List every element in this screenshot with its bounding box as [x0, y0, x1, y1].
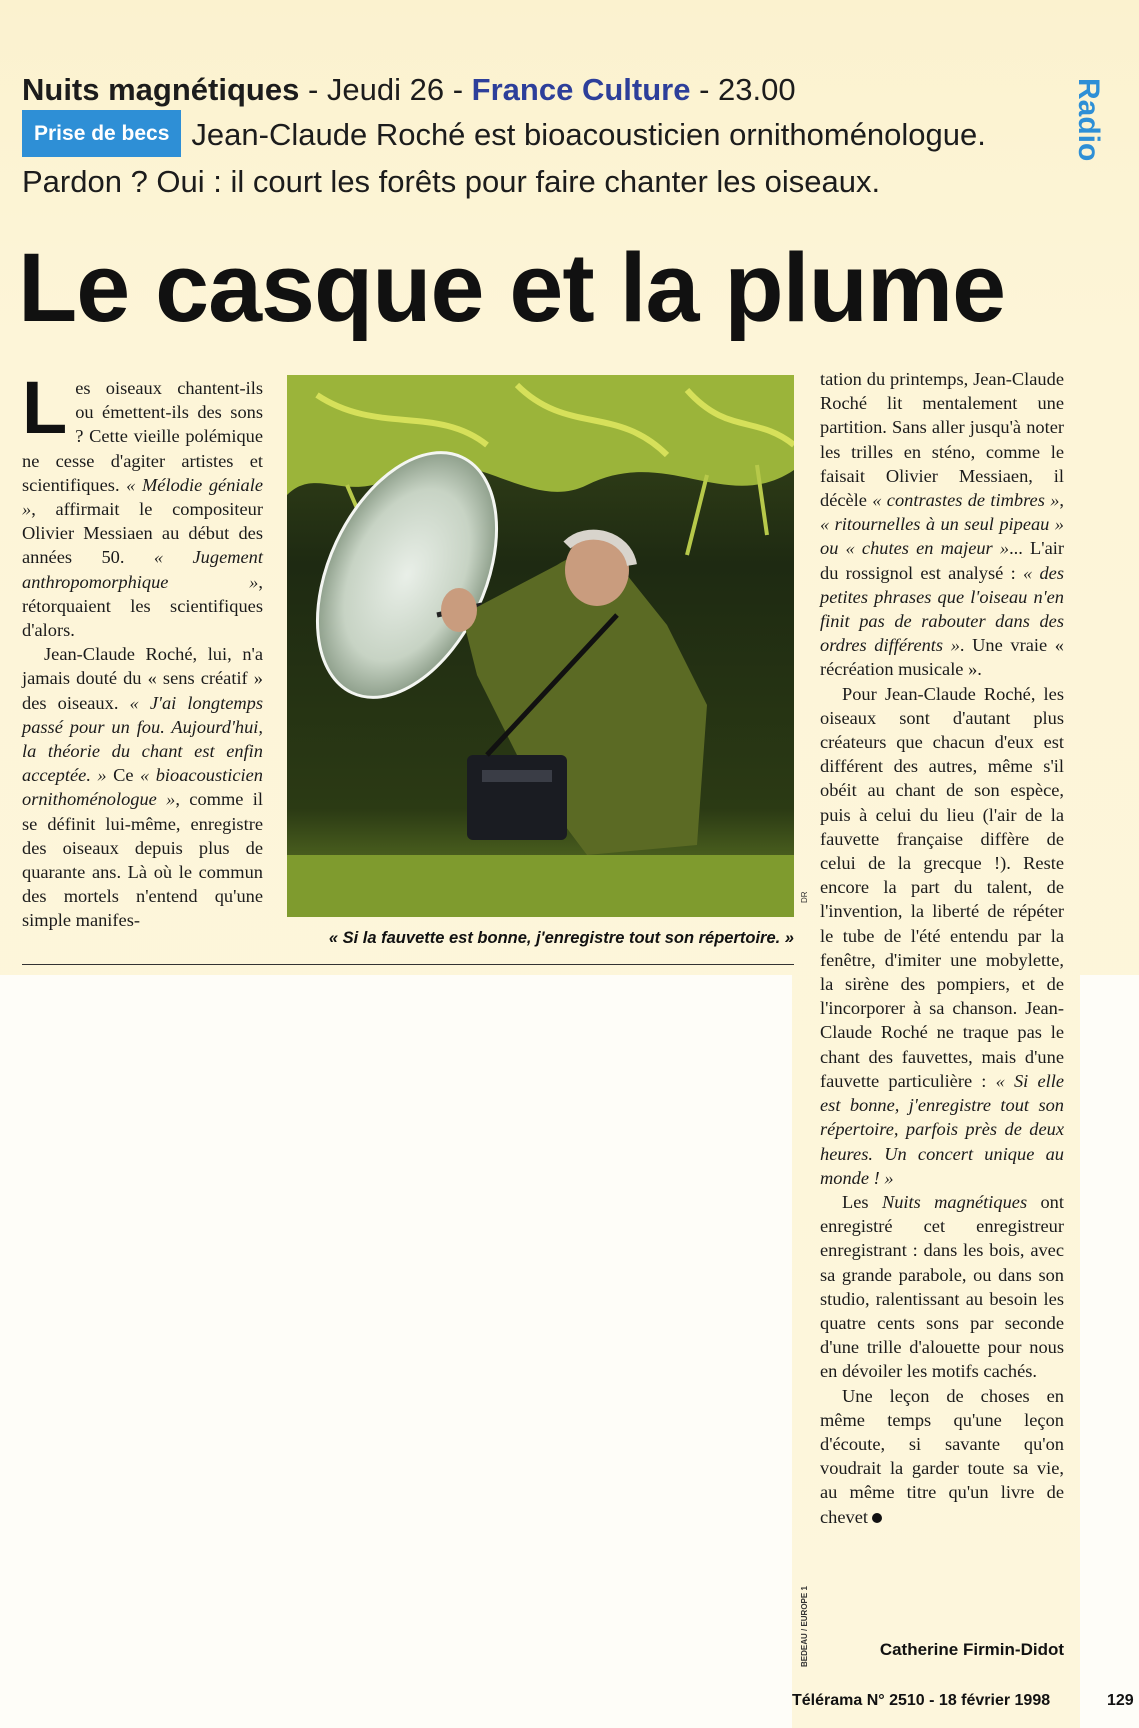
- intro-line-2: Pardon ? Oui : il court les forêts pour faire chanter les oiseaux.: [22, 164, 881, 200]
- drop-cap: L: [22, 366, 68, 449]
- article-column-1: [22, 366, 263, 933]
- show-title-italic: Nuits magnétiques: [881, 1191, 1028, 1212]
- blank-area: [0, 975, 792, 1728]
- text: Les: [842, 1191, 882, 1212]
- paragraph: [820, 1384, 1064, 1529]
- text: , comme il se définit lui-même, enregistre des oiseaux depuis plus de quarante ans. Là où le commun des mortels n'entend qu'une simple manifes-: [22, 789, 263, 931]
- quote: « bioacousticien ornithoménologue »: [22, 765, 263, 810]
- broadcast-day: Jeudi 26: [326, 72, 445, 107]
- end-mark-icon: [872, 1513, 882, 1523]
- intro-line-1: Jean-Claude Roché est bioacousticien ornithoménologue.: [191, 117, 986, 152]
- quote: « ritournelles à un seul pipeau » ou « chutes en majeur »: [820, 514, 1064, 559]
- paragraph: [820, 367, 1064, 682]
- photo-credit-bedeau: BEDEAU / EUROPE 1: [800, 1586, 809, 1667]
- quote: « contrastes de timbres »: [872, 490, 1060, 511]
- text: tation du printemps, Jean-Claude Roché lit mentalement une partition. Sans aller jusqu'à noter les trilles en sténo, comme le faisait Olivier Messiaen, il décèle: [820, 369, 1064, 511]
- paragraph: [820, 1190, 1064, 1384]
- text: ont enregistré cet enregistreur enregistrant : dans les bois, avec sa grande parabole, ou dans son studio, ralentissant au besoin les quatre cents sons par seconde d'une trille d'alouette pour nous en dévoiler les motifs cachés.: [820, 1191, 1064, 1382]
- divider-rule: [22, 964, 794, 965]
- text: . Une vraie « récréation musicale ».: [820, 635, 1064, 680]
- photo-illustration: [287, 375, 794, 917]
- quote: « Jugement anthropomorphique »: [22, 547, 263, 592]
- show-header: [22, 72, 796, 108]
- text: Ce: [106, 765, 141, 786]
- show-name: Nuits magnétiques: [22, 72, 300, 107]
- station-name: France Culture: [471, 72, 691, 107]
- quote: « Mélodie géniale »: [22, 474, 263, 520]
- article-photo: [287, 375, 794, 917]
- text: , rétorquaient les scientifiques d'alors.: [22, 571, 263, 641]
- text: ,: [1059, 490, 1064, 511]
- separator: -: [444, 72, 472, 107]
- paragraph: [22, 366, 263, 642]
- separator: -: [690, 72, 719, 107]
- text: Pour Jean-Claude Roché, les oiseaux sont d'autant plus créateurs que chacun d'eux est différent des autres, même s'il obéit au chant de son espèce, puis à celui du lieu (l'air de la fauvette française diffère de celui de la grecque !). Reste encore la part du talent, de l'invention, la liberté de répéter le tube de l'été entendu par la fenêtre, d'imiter une mobylette, la sirène des pompiers, et de l'incorporer à sa chanson. Jean-Claude Roché ne traque pas le chant des fauvettes, mais d'une fauvette particulière :: [820, 683, 1064, 1091]
- article-column-2: [820, 367, 1064, 1529]
- rubric-badge: Prise de becs: [22, 110, 181, 157]
- paragraph: [22, 642, 263, 932]
- paragraph: [820, 682, 1064, 1190]
- author-signature: Catherine Firmin-Didot: [879, 1640, 1064, 1659]
- page-number: 129: [1107, 1692, 1134, 1709]
- photo-caption: « Si la fauvette est bonne, j'enregistre tout son répertoire. »: [328, 929, 794, 947]
- text: Jean-Claude Roché, lui, n'a jamais douté du « sens créatif » des oiseaux.: [22, 644, 263, 713]
- separator: -: [299, 72, 327, 107]
- text: Une leçon de choses en même temps qu'une leçon d'écoute, si savante qu'on voudrait la garder toute sa vie, au même titre qu'un livre de chevet: [820, 1385, 1064, 1527]
- text: , affirmait le compositeur Olivier Messiaen au début des années 50.: [22, 499, 263, 568]
- quote: « Si elle est bonne, j'enregistre tout son répertoire, parfois près de deux heures. Un concert unique au monde ! »: [820, 1070, 1064, 1188]
- photo-credit-dr: DR: [800, 891, 809, 903]
- section-label: Radio: [1072, 78, 1105, 162]
- intro-text: [22, 113, 1072, 203]
- quote: « des petites phrases que l'oiseau n'en finit pas de rabouter dans des ordres différents »: [820, 562, 1064, 656]
- issue-footer: Télérama N° 2510 - 18 février 1998: [792, 1692, 1051, 1709]
- broadcast-time: 23.00: [718, 72, 796, 107]
- quote: « J'ai longtemps passé pour un fou. Aujourd'hui, la théorie du chant est enfin acceptée. »: [22, 692, 263, 786]
- blank-margin: [1080, 975, 1139, 1728]
- article-title: Le casque et la plume: [18, 233, 1006, 342]
- text: ... L'air du rossignol est analysé :: [820, 538, 1064, 583]
- text: es oiseaux chantent-ils ou émettent-ils des sons ? Cette vieille polémique ne cesse d'agiter artistes et scientifiques.: [22, 378, 263, 495]
